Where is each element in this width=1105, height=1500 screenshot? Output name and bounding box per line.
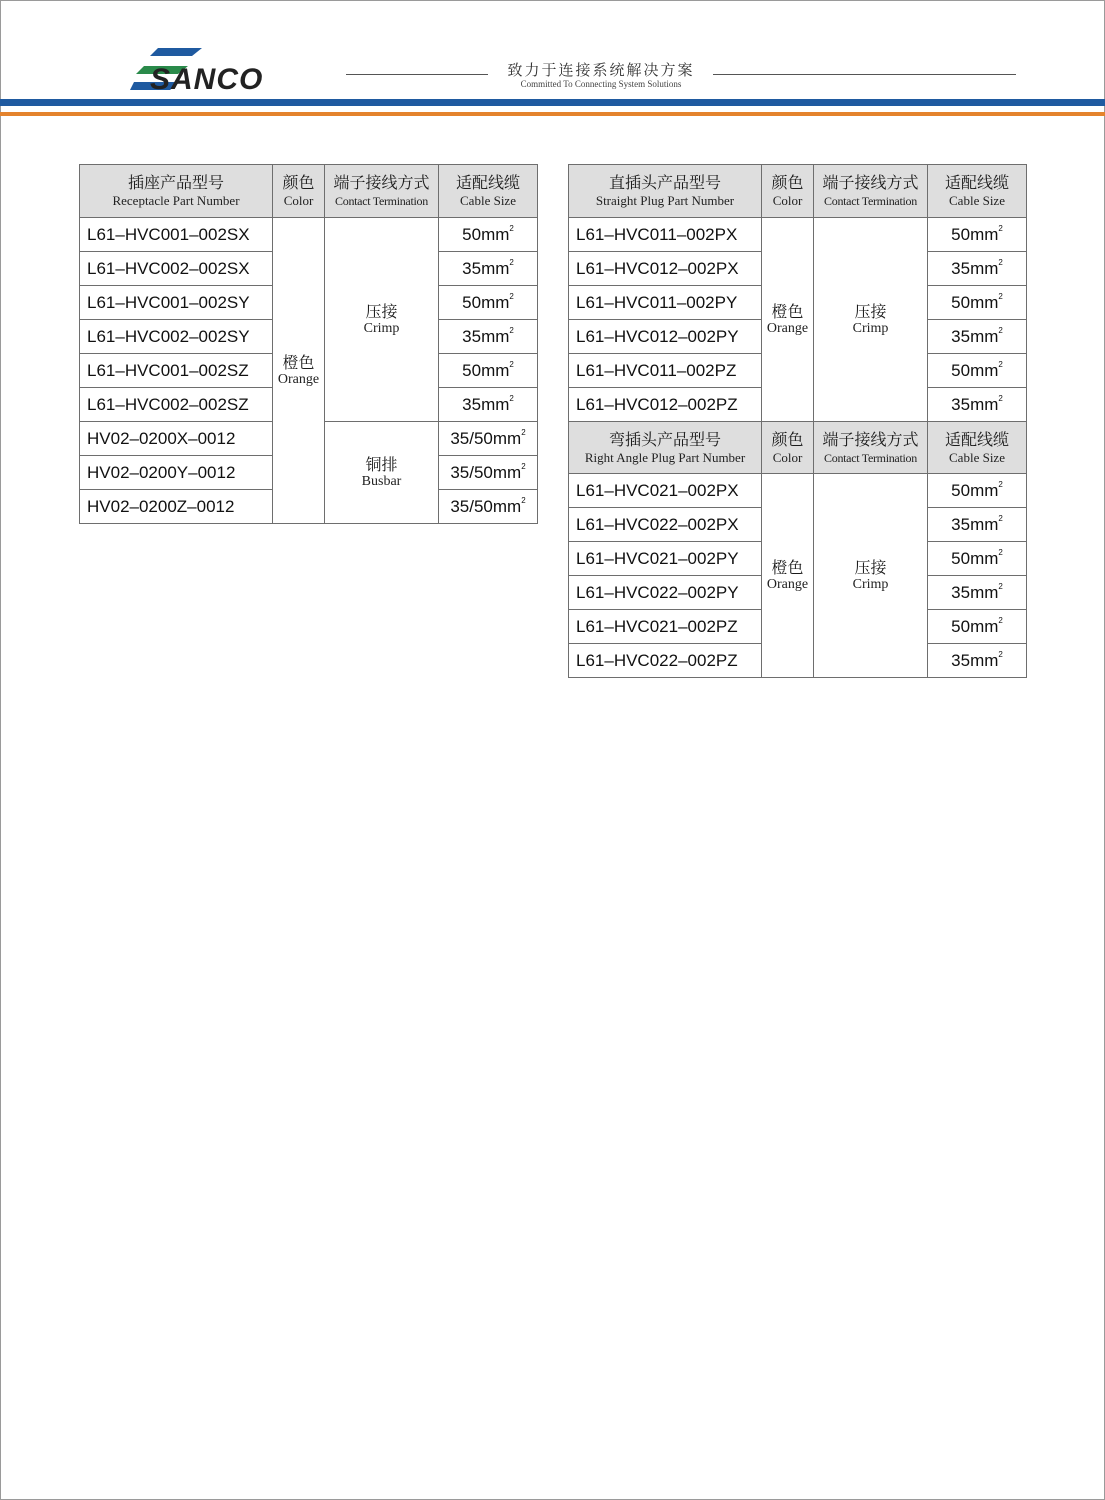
part-number: L61–HVC011–002PX (569, 218, 762, 252)
cable-size: $50mm^2$ (928, 474, 1027, 508)
header-bar-blue (0, 99, 1105, 106)
slogan-cn: 致力于连接系统解决方案 (507, 61, 695, 79)
header-cable-size: 适配线缆 Cable Size (439, 165, 538, 218)
plug-table (568, 164, 1027, 678)
table-header-row (569, 165, 1027, 218)
header-contact-termination: 端子接线方式 Contact Termination (814, 422, 928, 474)
termination-crimp-cell: 压接 Crimp (814, 218, 928, 422)
header-color: 颜色 Color (762, 422, 814, 474)
table-row (569, 218, 1027, 252)
header-straight-plug-part-number: 直插头产品型号 Straight Plug Part Number (569, 165, 762, 218)
cable-size: $35mm^2$ (439, 388, 538, 422)
header-cable-size: 适配线缆 Cable Size (928, 165, 1027, 218)
cable-size: $35mm^2$ (928, 644, 1027, 678)
part-number: L61–HVC002–002SX (80, 252, 273, 286)
logo-text: SANCO (150, 63, 264, 94)
header-right-angle-plug-part-number: 弯插头产品型号 Right Angle Plug Part Number (569, 422, 762, 474)
part-number: L61–HVC001–002SX (80, 218, 273, 252)
part-number: L61–HVC012–002PY (569, 320, 762, 354)
part-number: L61–HVC001–002SY (80, 286, 273, 320)
slogan-en: Committed To Connecting System Solutions (520, 79, 682, 89)
termination-crimp-cell: 压接 Crimp (814, 474, 928, 678)
table-header-row (569, 422, 1027, 474)
cable-size: $35mm^2$ (928, 388, 1027, 422)
cable-size: $35/50mm^2$ (439, 456, 538, 490)
part-number: L61–HVC022–002PY (569, 576, 762, 610)
header-cable-size: 适配线缆 Cable Size (928, 422, 1027, 474)
part-number: L61–HVC022–002PX (569, 508, 762, 542)
header-color: 颜色 Color (273, 165, 325, 218)
cable-size: $35/50mm^2$ (439, 490, 538, 524)
part-number: L61–HVC002–002SY (80, 320, 273, 354)
sanco-logo (130, 44, 305, 94)
part-number: HV02–0200Z–0012 (80, 490, 273, 524)
cable-size: $35mm^2$ (439, 252, 538, 286)
header-contact-termination: 端子接线方式 Contact Termination (325, 165, 439, 218)
part-number: L61–HVC002–002SZ (80, 388, 273, 422)
cable-size: $50mm^2$ (928, 218, 1027, 252)
cable-size: $35mm^2$ (928, 320, 1027, 354)
part-number: L61–HVC022–002PZ (569, 644, 762, 678)
part-number: HV02–0200Y–0012 (80, 456, 273, 490)
cable-size: $50mm^2$ (928, 354, 1027, 388)
cable-size: $50mm^2$ (439, 218, 538, 252)
part-number: L61–HVC021–002PY (569, 542, 762, 576)
part-number: L61–HVC011–002PZ (569, 354, 762, 388)
table-row (569, 474, 1027, 508)
termination-busbar-cell: 铜排 Busbar (325, 422, 439, 524)
header-part-number: 插座产品型号 Receptacle Part Number (80, 165, 273, 218)
table-row (80, 218, 538, 252)
part-number: L61–HVC011–002PY (569, 286, 762, 320)
part-number: L61–HVC001–002SZ (80, 354, 273, 388)
color-cell: 橙色 Orange (762, 218, 814, 422)
slogan-line-left (346, 74, 488, 75)
table-header-row (80, 165, 538, 218)
part-number: L61–HVC021–002PZ (569, 610, 762, 644)
cable-size: $35/50mm^2$ (439, 422, 538, 456)
header-color: 颜色 Color (762, 165, 814, 218)
header-bar-orange (0, 112, 1105, 116)
part-number: L61–HVC012–002PX (569, 252, 762, 286)
termination-crimp-cell: 压接 Crimp (325, 218, 439, 422)
cable-size: $35mm^2$ (439, 320, 538, 354)
cable-size: $50mm^2$ (928, 286, 1027, 320)
cable-size: $50mm^2$ (928, 542, 1027, 576)
color-cell: 橙色 Orange (762, 474, 814, 678)
cable-size: $35mm^2$ (928, 508, 1027, 542)
cable-size: $35mm^2$ (928, 576, 1027, 610)
color-cell: 橙色 Orange (273, 218, 325, 524)
cable-size: $50mm^2$ (928, 610, 1027, 644)
cable-size: $35mm^2$ (928, 252, 1027, 286)
cable-size: $50mm^2$ (439, 286, 538, 320)
part-number: HV02–0200X–0012 (80, 422, 273, 456)
part-number: L61–HVC012–002PZ (569, 388, 762, 422)
part-number: L61–HVC021–002PX (569, 474, 762, 508)
slogan-line-right (713, 74, 1016, 75)
header-contact-termination: 端子接线方式 Contact Termination (814, 165, 928, 218)
receptacle-table (79, 164, 538, 524)
cable-size: $50mm^2$ (439, 354, 538, 388)
